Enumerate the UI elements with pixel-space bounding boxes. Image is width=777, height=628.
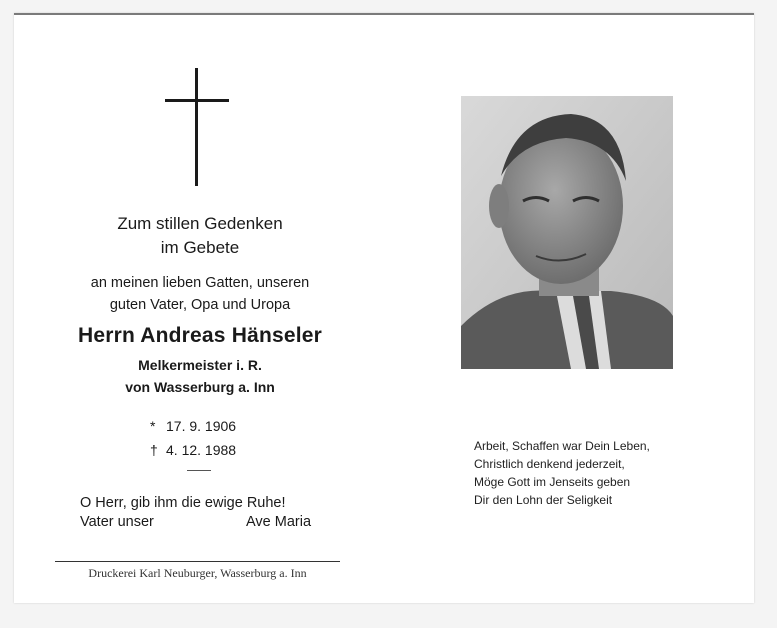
- poem-line: Christlich denkend jederzeit,: [474, 457, 625, 471]
- memorial-heading: [60, 212, 340, 260]
- birth-date: 17. 9. 1906: [166, 418, 237, 434]
- prayer-ave-maria: Ave Maria: [246, 514, 312, 530]
- death-symbol: †: [150, 442, 158, 458]
- life-dates: [150, 414, 236, 462]
- top-rule: [14, 13, 754, 15]
- birth-date-row: [150, 414, 236, 438]
- intro-line-2: guten Vater, Opa und Uropa: [109, 297, 291, 313]
- death-date-row: [150, 438, 236, 462]
- birth-symbol: *: [150, 418, 156, 434]
- prayer-vater-unser: Vater unser: [80, 514, 154, 530]
- divider: [187, 470, 211, 471]
- poem-line: Möge Gott im Jenseits geben: [474, 475, 631, 489]
- dedication-text: [60, 272, 340, 316]
- portrait-image: [461, 96, 673, 369]
- profession-block: [60, 354, 340, 398]
- footer-rule: [55, 561, 340, 562]
- portrait-photo: [461, 96, 673, 369]
- poem-line: Dir den Lohn der Seligkeit: [474, 493, 613, 507]
- profession-line: Melkermeister i. R.: [138, 357, 262, 373]
- memorial-poem: [474, 437, 650, 509]
- death-date: 4. 12. 1988: [166, 442, 237, 458]
- deceased-name: Herrn Andreas Hänseler: [77, 324, 323, 347]
- poem-line: Arbeit, Schaffen war Dein Leben,: [474, 439, 650, 453]
- heading-line-2: im Gebete: [160, 238, 240, 257]
- hometown-line: von Wasserburg a. Inn: [125, 379, 275, 395]
- cross-icon: [163, 68, 233, 188]
- prayer-line: O Herr, gib ihm die ewige Ruhe!: [80, 495, 286, 511]
- intro-line-1: an meinen lieben Gatten, unseren: [90, 275, 310, 291]
- printer-credit: Druckerei Karl Neuburger, Wasserburg a. Inn: [88, 566, 307, 580]
- heading-line-1: Zum stillen Gedenken: [117, 214, 283, 233]
